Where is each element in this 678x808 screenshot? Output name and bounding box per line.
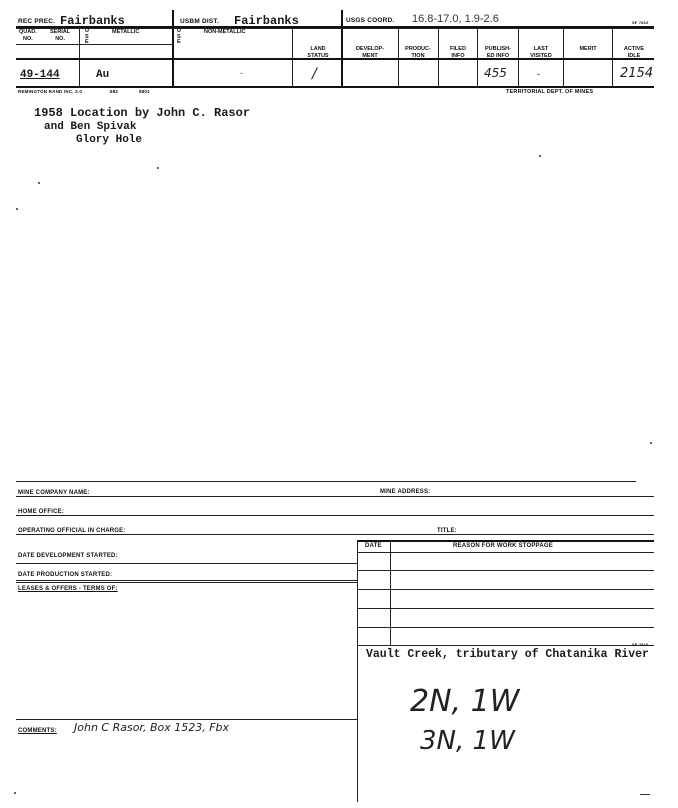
metallic-value: Au — [96, 69, 110, 81]
col-header-serial: SERIAL NO. — [50, 29, 71, 42]
territorial-dept: TERRITORIAL DEPT. OF MINES — [506, 89, 594, 95]
mine-address-label: MINE ADDRESS: — [380, 489, 431, 495]
date-production-started-label: DATE PRODUCTION STARTED: — [18, 572, 113, 578]
col-sep-9 — [563, 28, 564, 86]
header-bottom-rule — [16, 86, 654, 88]
stoppage-date-header: DATE — [365, 543, 382, 549]
col-header-quad: QUAD. NO. — [19, 29, 37, 42]
form-code-right: SF 7816 — [632, 642, 649, 647]
col-header-production: PRODUC- TION — [405, 46, 431, 59]
nonmetallic-value: - — [240, 68, 243, 78]
stoppage-reason-header: REASON FOR WORK STOPPAGE — [453, 543, 553, 549]
scan-speck — [539, 155, 541, 157]
rec-prec-value: Fairbanks — [60, 14, 125, 28]
note-line-1: 1958 Location by John C. Rasor — [34, 106, 251, 120]
active-idle-value: 2154 — [620, 66, 654, 81]
col-header-metallic: METALLIC — [112, 29, 140, 35]
mine-company-name-label: MINE COMPANY NAME: — [18, 490, 90, 496]
operating-official-label: OPERATING OFFICIAL IN CHARGE: — [18, 528, 126, 534]
rule-date-development — [16, 563, 357, 564]
note-line-3: Glory Hole — [76, 134, 143, 146]
stoppage-top-rule — [357, 540, 654, 542]
col-header-filed-info: FILED INFO — [450, 46, 466, 59]
stoppage-row-rule-1 — [357, 570, 654, 571]
usbm-dist-label: USBM DIST. — [180, 18, 219, 25]
stoppage-row-rule-3 — [357, 608, 654, 609]
rec-prec-label: REC PREC. — [18, 18, 56, 25]
land-status-value: / — [312, 66, 317, 82]
handwritten-township-1: 2N, 1W — [410, 684, 520, 719]
rule-operating-official — [16, 534, 654, 535]
usbm-dist-value: Fairbanks — [234, 14, 299, 28]
col-sep-1 — [79, 28, 80, 86]
col-header-last-visited: LAST VISITED — [530, 46, 552, 59]
scan-speck — [14, 792, 16, 794]
comments-value: John C Rasor, Box 1523, Fbx — [74, 721, 230, 734]
rule-comments-top — [16, 719, 357, 720]
date-development-started-label: DATE DEVELOPMENT STARTED: — [18, 553, 118, 559]
printer-code-a: 882 — [110, 89, 119, 94]
handwritten-township-2: 3N, 1W — [420, 726, 515, 756]
col-header-published-info: PUBLISH- ED INFO — [485, 46, 511, 59]
printer-line: REMINGTON RAND INC. 2.0 — [18, 89, 83, 94]
quad-no-value: 49-144 — [20, 69, 60, 81]
published-info-value: 455 — [484, 66, 507, 80]
stoppage-row-rule-4 — [357, 627, 654, 628]
rule-date-production-2 — [16, 582, 357, 583]
col-sep-2 — [172, 10, 174, 86]
location-typed: Vault Creek, tributary of Chatanika River — [366, 648, 649, 661]
scan-speck — [640, 794, 650, 795]
note-line-2: and Ben Spivak — [44, 121, 137, 133]
last-visited-value: - — [537, 69, 540, 79]
scan-speck — [38, 182, 40, 184]
title-label: TITLE: — [437, 528, 457, 534]
stoppage-left-border — [357, 540, 358, 802]
comments-label: COMMENTS: — [18, 728, 57, 734]
stoppage-row-rule-2 — [357, 589, 654, 590]
usgs-coord-label: USGS COORD. — [346, 17, 395, 24]
col-header-active-idle: ACTIVE IDLE — [623, 46, 645, 59]
usgs-coord-value: 16.8-17.0, 1.9-2.6 — [412, 13, 499, 25]
stoppage-header-rule — [357, 552, 654, 553]
scan-speck — [157, 167, 159, 169]
col-sep-3 — [292, 28, 293, 86]
col-header-nonmetallic: NON-METALLIC — [204, 29, 246, 35]
home-office-label: HOME OFFICE: — [18, 509, 65, 515]
col-header-land-status: LAND STATUS — [307, 46, 329, 59]
col-header-use-metallic: U S E — [85, 28, 89, 45]
lower-top-rule — [16, 481, 636, 482]
leases-offers-label: LEASES & OFFERS - TERMS OF: — [18, 586, 118, 592]
col-header-development: DEVELOP- MENT — [355, 46, 385, 59]
scan-speck — [650, 442, 652, 444]
scan-speck — [16, 208, 18, 210]
header-quad-underline — [16, 44, 172, 45]
col-header-merit: MERIT — [579, 46, 597, 52]
rule-home-office — [16, 515, 654, 516]
stoppage-date-col-sep — [390, 540, 391, 645]
rule-date-production — [16, 580, 357, 581]
rule-mine-company — [16, 496, 654, 497]
form-code-top: SF 7816 — [632, 20, 649, 25]
stoppage-bottom-rule — [357, 645, 654, 646]
col-header-use-nonmetallic: U S E — [177, 28, 181, 45]
printer-code-b: 8801 — [139, 89, 150, 94]
